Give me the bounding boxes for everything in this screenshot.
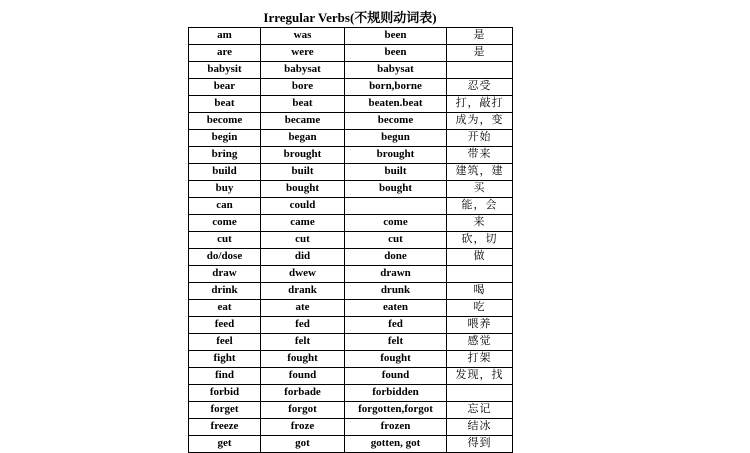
past-participle-cell — [345, 198, 447, 215]
chinese-meaning-cell — [447, 62, 513, 79]
past-tense-cell: brought — [261, 147, 345, 164]
table-row — [189, 385, 513, 402]
past-tense-cell: were — [261, 45, 345, 62]
past-tense-cell: drank — [261, 283, 345, 300]
past-participle-cell: been — [345, 45, 447, 62]
chinese-meaning-cell: 发现，找 — [447, 368, 513, 385]
past-participle-cell: felt — [345, 334, 447, 351]
table-row — [189, 96, 513, 113]
past-tense-cell: felt — [261, 334, 345, 351]
table-row — [189, 266, 513, 283]
past-participle-cell: drunk — [345, 283, 447, 300]
chinese-meaning-cell: 得到 — [447, 436, 513, 453]
past-tense-cell: forgot — [261, 402, 345, 419]
table-row — [189, 283, 513, 300]
table-row — [189, 130, 513, 147]
past-tense-cell: forbade — [261, 385, 345, 402]
past-tense-cell: cut — [261, 232, 345, 249]
past-tense-cell: ate — [261, 300, 345, 317]
past-tense-cell: got — [261, 436, 345, 453]
table-row — [189, 62, 513, 79]
chinese-meaning-cell: 感觉 — [447, 334, 513, 351]
chinese-meaning-cell: 喝 — [447, 283, 513, 300]
past-tense-cell: began — [261, 130, 345, 147]
past-tense-cell: froze — [261, 419, 345, 436]
past-tense-cell: found — [261, 368, 345, 385]
past-tense-cell: fed — [261, 317, 345, 334]
chinese-meaning-cell: 来 — [447, 215, 513, 232]
chinese-meaning-cell: 打架 — [447, 351, 513, 368]
chinese-meaning-cell: 能，会 — [447, 198, 513, 215]
table-row — [189, 113, 513, 130]
past-participle-cell: forbidden — [345, 385, 447, 402]
past-participle-cell: fought — [345, 351, 447, 368]
past-participle-cell: fed — [345, 317, 447, 334]
past-participle-cell: bought — [345, 181, 447, 198]
base-form-cell: eat — [189, 300, 261, 317]
table-row — [189, 198, 513, 215]
base-form-cell: fight — [189, 351, 261, 368]
chinese-meaning-cell: 带来 — [447, 147, 513, 164]
table-row — [189, 79, 513, 96]
past-participle-cell: become — [345, 113, 447, 130]
chinese-meaning-cell: 做 — [447, 249, 513, 266]
table-row — [189, 181, 513, 198]
base-form-cell: bear — [189, 79, 261, 96]
past-participle-cell: beaten.beat — [345, 96, 447, 113]
table-row — [189, 147, 513, 164]
past-participle-cell: gotten, got — [345, 436, 447, 453]
past-tense-cell: came — [261, 215, 345, 232]
table-row — [189, 45, 513, 62]
base-form-cell: get — [189, 436, 261, 453]
past-tense-cell: did — [261, 249, 345, 266]
base-form-cell: are — [189, 45, 261, 62]
table-row — [189, 300, 513, 317]
base-form-cell: cut — [189, 232, 261, 249]
base-form-cell: feed — [189, 317, 261, 334]
past-tense-cell: bought — [261, 181, 345, 198]
base-form-cell: come — [189, 215, 261, 232]
table-row — [189, 402, 513, 419]
page-title: Irregular Verbs(不规则动词表) — [263, 10, 437, 25]
past-participle-cell: forgotten,forgot — [345, 402, 447, 419]
chinese-meaning-cell: 吃 — [447, 300, 513, 317]
past-tense-cell: became — [261, 113, 345, 130]
past-tense-cell: built — [261, 164, 345, 181]
base-form-cell: can — [189, 198, 261, 215]
past-participle-cell: born,borne — [345, 79, 447, 96]
chinese-meaning-cell: 是 — [447, 45, 513, 62]
chinese-meaning-cell: 忘记 — [447, 402, 513, 419]
past-participle-cell: drawn — [345, 266, 447, 283]
past-participle-cell: begun — [345, 130, 447, 147]
base-form-cell: draw — [189, 266, 261, 283]
past-participle-cell: done — [345, 249, 447, 266]
table-row — [189, 215, 513, 232]
table-row — [189, 317, 513, 334]
chinese-meaning-cell — [447, 385, 513, 402]
past-participle-cell: been — [345, 28, 447, 45]
table-row — [189, 419, 513, 436]
base-form-cell: buy — [189, 181, 261, 198]
base-form-cell: freeze — [189, 419, 261, 436]
base-form-cell: find — [189, 368, 261, 385]
chinese-meaning-cell: 结冰 — [447, 419, 513, 436]
chinese-meaning-cell: 买 — [447, 181, 513, 198]
chinese-meaning-cell: 开始 — [447, 130, 513, 147]
chinese-meaning-cell: 喂养 — [447, 317, 513, 334]
past-tense-cell: was — [261, 28, 345, 45]
base-form-cell: drink — [189, 283, 261, 300]
past-tense-cell: dwew — [261, 266, 345, 283]
past-participle-cell: babysat — [345, 62, 447, 79]
chinese-meaning-cell: 砍，切 — [447, 232, 513, 249]
verb-table-body — [189, 28, 513, 453]
chinese-meaning-cell: 成为，变 — [447, 113, 513, 130]
chinese-meaning-cell: 忍受 — [447, 79, 513, 96]
past-tense-cell: bore — [261, 79, 345, 96]
past-participle-cell: eaten — [345, 300, 447, 317]
chinese-meaning-cell — [447, 266, 513, 283]
table-row — [189, 368, 513, 385]
table-row — [189, 232, 513, 249]
irregular-verbs-table — [188, 27, 513, 453]
base-form-cell: forget — [189, 402, 261, 419]
past-participle-cell: frozen — [345, 419, 447, 436]
past-participle-cell: come — [345, 215, 447, 232]
table-row — [189, 436, 513, 453]
past-tense-cell: beat — [261, 96, 345, 113]
past-tense-cell: could — [261, 198, 345, 215]
chinese-meaning-cell: 是 — [447, 28, 513, 45]
base-form-cell: babysit — [189, 62, 261, 79]
base-form-cell: bring — [189, 147, 261, 164]
base-form-cell: beat — [189, 96, 261, 113]
chinese-meaning-cell: 打，敲打 — [447, 96, 513, 113]
table-row — [189, 334, 513, 351]
past-participle-cell: found — [345, 368, 447, 385]
past-participle-cell: cut — [345, 232, 447, 249]
table-row — [189, 164, 513, 181]
base-form-cell: forbid — [189, 385, 261, 402]
past-tense-cell: babysat — [261, 62, 345, 79]
base-form-cell: build — [189, 164, 261, 181]
chinese-meaning-cell: 建筑，建 — [447, 164, 513, 181]
base-form-cell: feel — [189, 334, 261, 351]
base-form-cell: am — [189, 28, 261, 45]
past-participle-cell: brought — [345, 147, 447, 164]
base-form-cell: do/dose — [189, 249, 261, 266]
base-form-cell: begin — [189, 130, 261, 147]
base-form-cell: become — [189, 113, 261, 130]
past-tense-cell: fought — [261, 351, 345, 368]
table-row — [189, 249, 513, 266]
table-row — [189, 351, 513, 368]
table-row — [189, 28, 513, 45]
past-participle-cell: built — [345, 164, 447, 181]
